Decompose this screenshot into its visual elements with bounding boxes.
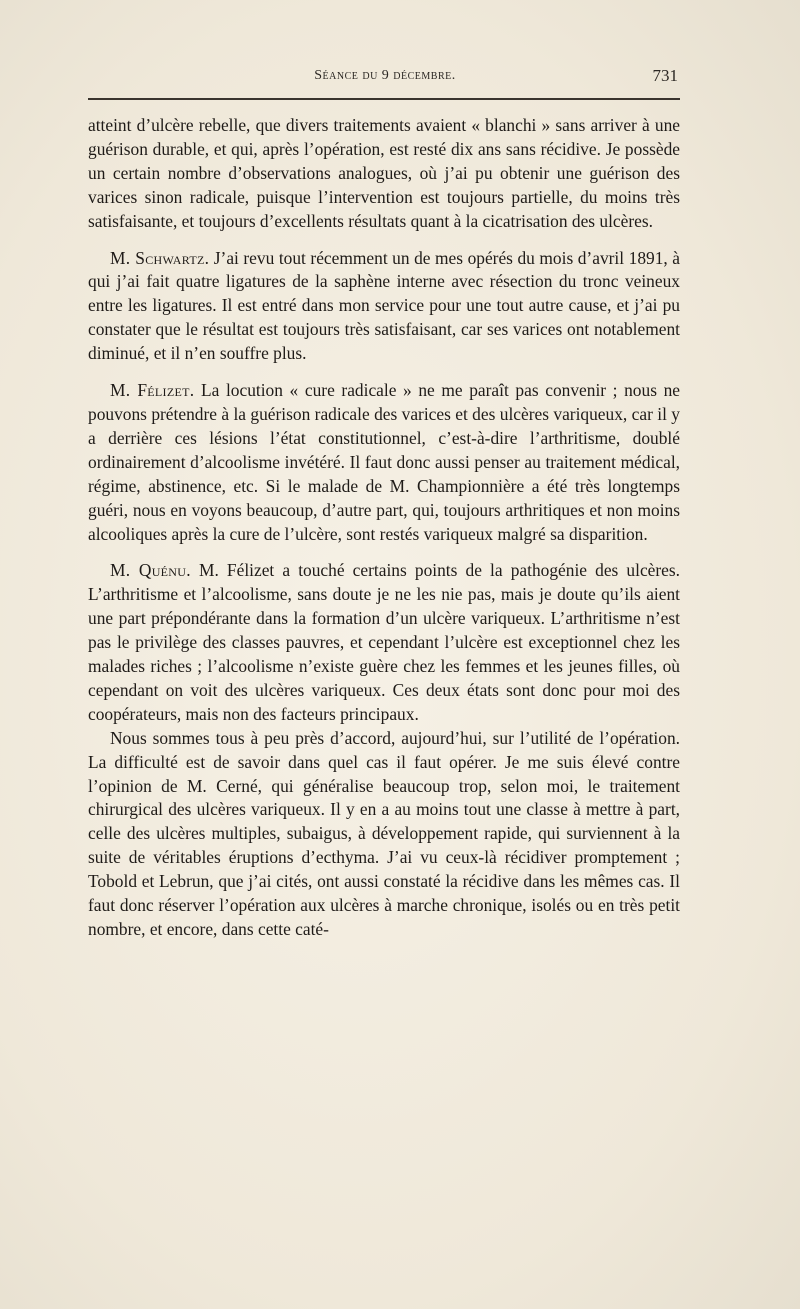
speaker-name: M. Quénu. (110, 560, 191, 581)
header-rule (88, 98, 680, 100)
paragraph-text: La locution « cure radicale » ne me paraît pas convenir ; nous ne pouvons prétendre à la guérison radicale des varices et des ulcères variqueux, car il y a derrière ces lésions l’état constitutionnel, c’est-à-dire l’arthritisme, doublé ordinairement d’alcoolisme invétéré. Il faut donc aussi penser au traitement médical, régime, abstinence, etc. Si le malade de M. Championnière a été très longtemps guéri, nous en voyons beaucoup, d’autre part, qui, toujours arthritiques et non moins alcooliques après la cure de l’ulcère, sont restés variqueux malgré sa disparition. (88, 380, 680, 544)
page-number: 731 (652, 66, 678, 85)
running-head (90, 66, 680, 90)
paragraph-text: J’ai revu tout récemment un de mes opérés du mois d’avril 1891, à qui j’ai fait quatre ligatures de la saphène interne avec résection du tronc veineux entre les ligatures. Il est entré dans mon service pour une tout autre cause, et j’ai pu constater que le résultat est toujours très satisfaisant, car ses varices ont notablement diminué, et il n’en souffre plus. (88, 247, 680, 364)
paragraph-text: Nous sommes tous à peu près d’accord, aujourd’hui, sur l’utilité de l’opération. La difficulté est de savoir dans quel cas il faut opérer. Je me suis élevé contre l’opinion de M. Cerné, qui généralise beaucoup trop, selon moi, le traitement chirurgical des ulcères variqueux. Il y en a au moins tout une classe à mettre à part, celle des ulcères multiples, subaigus, à développement rapide, qui surviennent à la suite de véritables éruptions d’ecthyma. J’ai vu ceux-là récidiver promptement ; Tobold et Lebrun, que j’ai cités, ont aussi constaté la récidive dans les mêmes cas. Il faut donc réserver l’opération aux ulcères à marche chronique, isolés ou en très petit nombre, et encore, dans cette caté- (88, 727, 680, 939)
running-title: Séance du 9 décembre. (314, 68, 456, 83)
paragraph-quenu (88, 559, 680, 726)
paragraph-quenu-continued (88, 727, 680, 942)
body-text (88, 114, 680, 942)
speaker-name: M. Félizet. (110, 380, 195, 401)
paragraph-text: M. Félizet a touché certains points de la pathogénie des ulcères. L’arthritisme et l’alcoolisme, sans doute je ne les nie pas, mais je doute qu’ils aient une part prépondérante dans la formation d’un ulcère variqueux. L’arthritisme n’est pas le privilège des classes pauvres, et cependant l’ulcère est exceptionnel chez les malades riches ; l’alcoolisme n’existe guère chez les femmes et les jeunes filles, où cependant on voit des ulcères variqueux. Ces deux états sont donc pour moi des coopérateurs, mais non des facteurs principaux. (88, 560, 681, 724)
paragraph-felizet (88, 379, 680, 546)
paragraph-schwartz (88, 247, 680, 367)
paragraph-text: atteint d’ulcère rebelle, que divers traitements avaient « blanchi » sans arriver à une guérison durable, et qui, après l’opération, est resté dix ans sans récidive. Je possède un certain nombre d’observations analogues, où j’ai pu obtenir une guérison des varices sinon radicale, puisque l’intervention est toujours partielle, du moins très satisfaisante, et toujours d’excellents résultats quant à la cicatrisation des ulcères. (88, 115, 680, 231)
speaker-name: M. Schwartz. (110, 247, 210, 268)
paragraph-continuation (88, 114, 680, 234)
